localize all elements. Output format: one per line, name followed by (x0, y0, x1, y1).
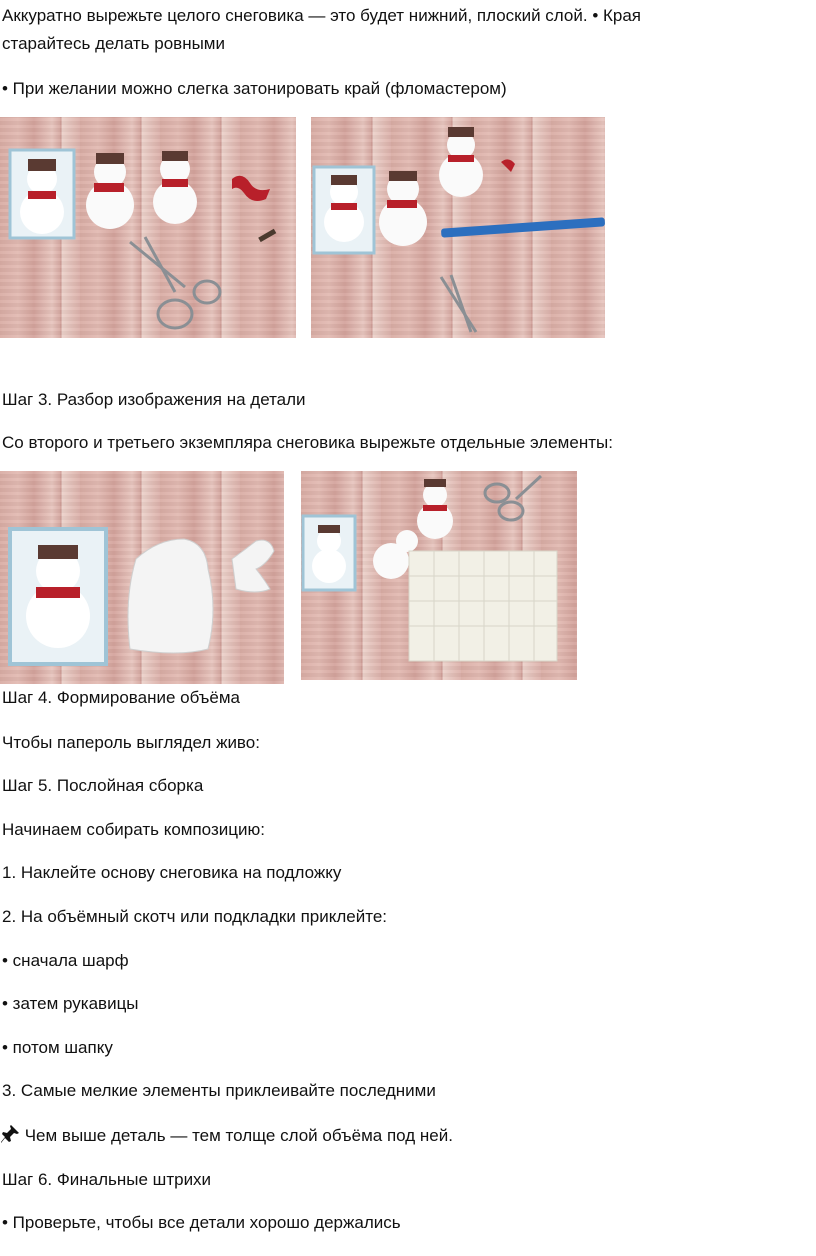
list-item-2: 2. На объёмный скотч или подкладки приклейте: (2, 907, 387, 926)
photo-cut-snowmen (0, 117, 296, 338)
bullet-mittens: • затем рукавицы (2, 994, 139, 1013)
photo-foam-pads (301, 471, 577, 680)
photo-separate-elements (0, 471, 284, 684)
bullet-scarf: • сначала шарф (2, 951, 129, 970)
step-5-title: Шаг 5. Послойная сборка (2, 776, 204, 795)
paragraph-line-1: Аккуратно вырежьте целого снеговика — это будет нижний, плоский слой. • Края (2, 6, 642, 25)
paragraph-line-2: старайтесь делать ровными (2, 34, 225, 53)
step-3-title: Шаг 3. Разбор изображения на детали (2, 390, 306, 409)
list-item-3: 3. Самые мелкие элементы приклеивайте последними (2, 1081, 436, 1100)
step-6-bullet: • Проверьте, чтобы все детали хорошо держались (2, 1213, 401, 1232)
step-4-text: Чтобы папероль выглядел живо: (2, 733, 260, 752)
bullet-hat: • потом шапку (2, 1038, 113, 1057)
step-5-text: Начинаем собирать композицию: (2, 820, 265, 839)
tip-text: Чем выше деталь — тем толще слой объёма под ней. (20, 1126, 453, 1145)
photo-tint-edge (311, 117, 605, 338)
list-item-1: 1. Наклейте основу снеговика на подложку (2, 863, 342, 882)
step-4-title: Шаг 4. Формирование объёма (2, 688, 240, 707)
paragraph-tone-edge: • При желании можно слегка затонировать край (фломастером) (2, 79, 507, 98)
pushpin-icon (0, 1124, 20, 1144)
step-3-text: Со второго и третьего экземпляра снеговика вырежьте отдельные элементы: (2, 433, 613, 452)
step-6-title: Шаг 6. Финальные штрихи (2, 1170, 212, 1189)
tip-line (0, 1123, 453, 1149)
